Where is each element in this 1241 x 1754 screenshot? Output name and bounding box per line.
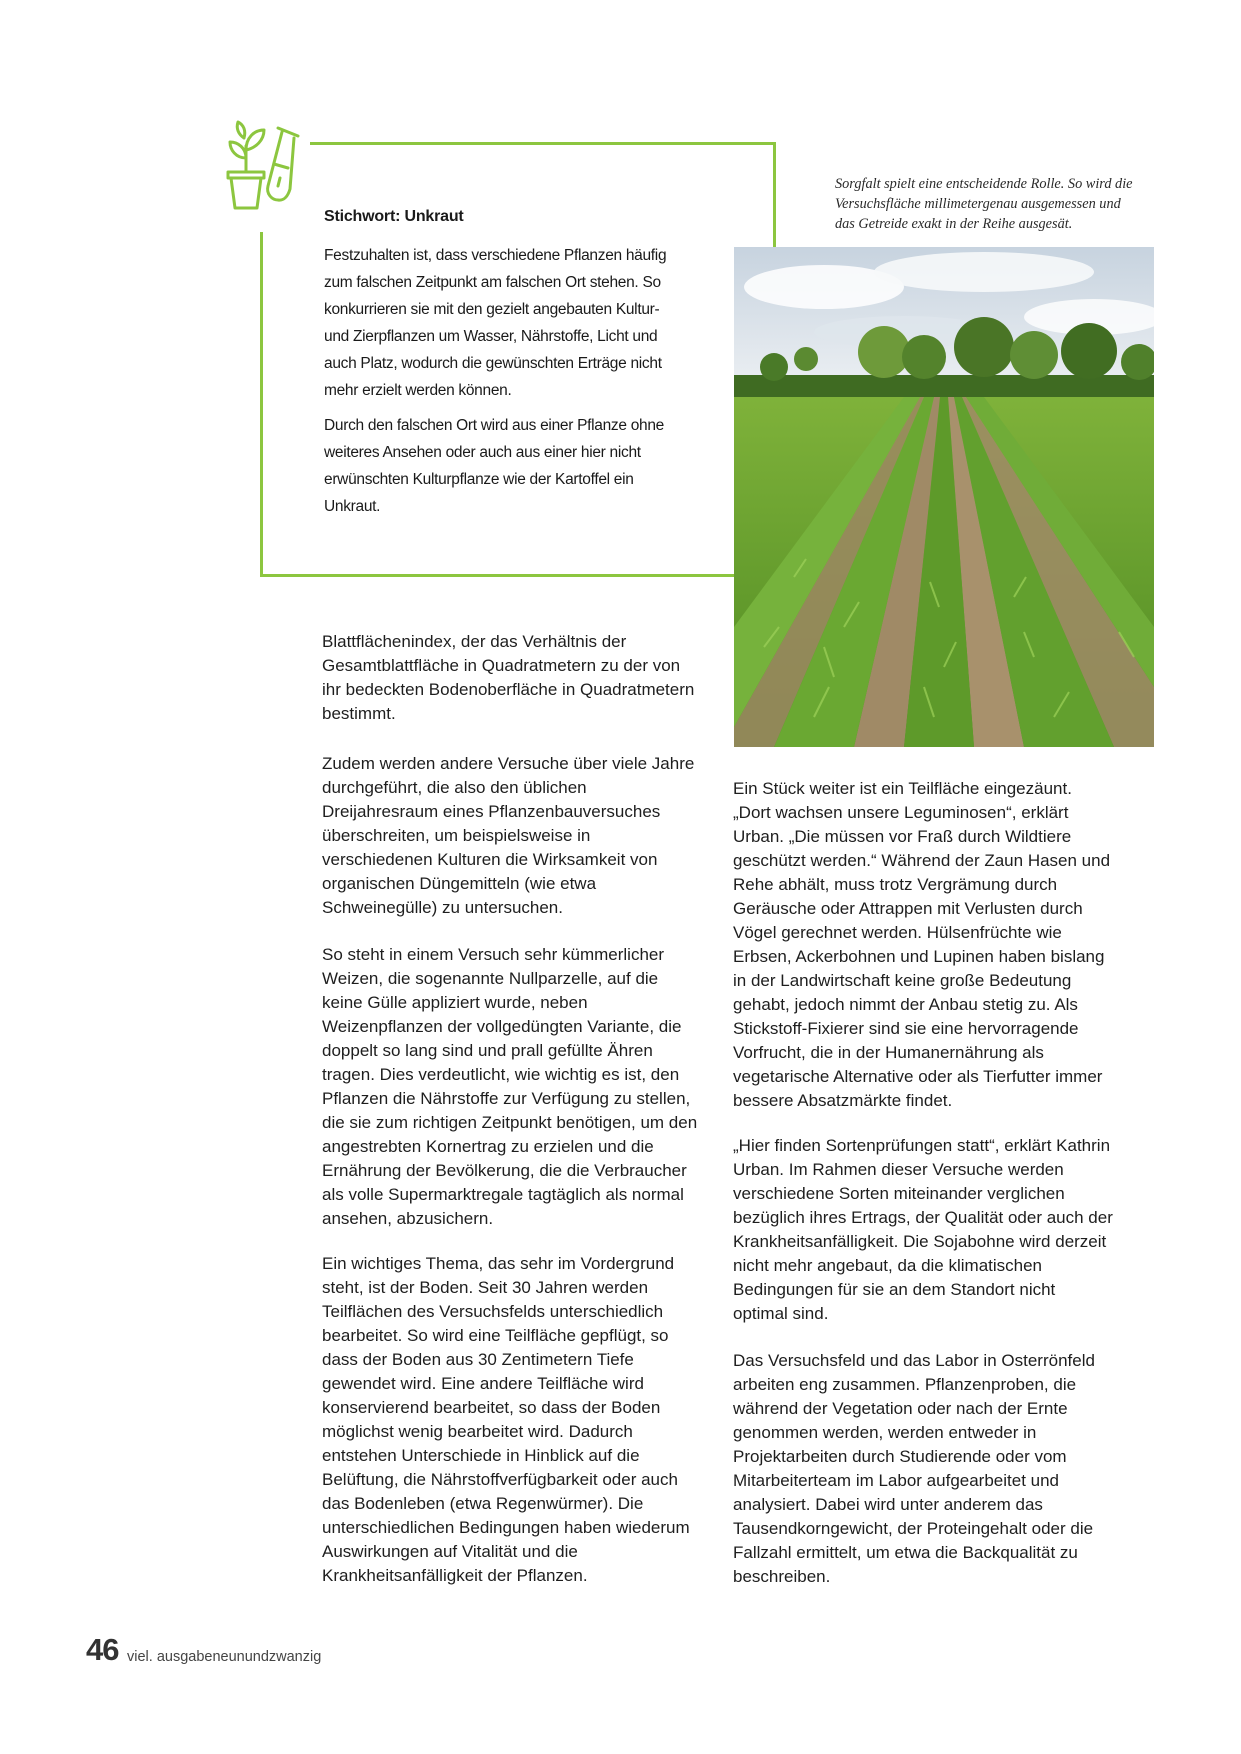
info-box-title: Stichwort: Unkraut xyxy=(324,208,464,225)
info-box-border-top xyxy=(310,142,775,145)
info-box-paragraph: Festzuhalten ist, dass verschiedene Pflanzen häufig zum falschen Zeitpunkt am falschen Ort stehen. So konkurrieren sie mit den gezielt angebauten Kultur- und Zierpflanzen um Wasser, Nährstoffe, Licht und auch Platz, wodurch die gewünschten Erträge nicht mehr erzielt werden können. xyxy=(324,247,667,399)
info-box-border-bottom xyxy=(260,574,734,577)
cornfield-photo xyxy=(734,247,1154,747)
issue-label: viel. ausgabeneunundzwanzig xyxy=(127,1649,322,1665)
body-paragraph: Ein wichtiges Thema, das sehr im Vordergrund steht, ist der Boden. Seit 30 Jahren werden Teilflächen des Versuchsfelds unterschiedlich bearbeitet. So wird eine Teilfläche gepflügt, so dass der Boden aus 30 Zentimetern Tiefe gewendet wird. Eine andere Teilfläche wird konservierend bearbeitet, so dass der Boden möglichst wenig bearbeitet wird. Dadurch entstehen Unterschiede in Hinblick auf die Belüftung, die Nährstoffverfügbarkeit oder auch das Bodenleben (etwa Regenwürmer). Die unterschiedlichen Bedingungen haben wiederum Auswirkungen auf Vitalität und die Krankheitsanfälligkeit der Pflanzen. xyxy=(322,1254,690,1585)
body-paragraph: So steht in einem Versuch sehr kümmerlicher Weizen, die sogenannte Nullparzelle, auf die keine Gülle appliziert wurde, neben Weizenpflanzen der vollgedüngten Variante, die doppelt so lang sind und prall gefüllte Ähren tragen. Dies verdeutlicht, wie wichtig es ist, den Pflanzen die Nährstoffe zur Verfügung zu stellen, die sie zum richtigen Zeitpunkt benötigen, um den angestrebten Kornertrag zu erzielen und die Ernährung der Bevölkerung, die die Verbraucher als volle Supermarktregale tagtäglich als normal ansehen, abzusichern. xyxy=(322,945,698,1228)
body-paragraph: „Hier finden Sortenprüfungen statt“, erklärt Kathrin Urban. Im Rahmen dieser Versuche werden verschiedene Sorten miteinander verglichen bezüglich ihres Ertrags, der Qualität oder auch der Krankheitsanfälligkeit. Die Sojabohne wird derzeit nicht mehr angebaut, da die klimatischen Bedingungen für sie an dem Standort nicht optimal sind. xyxy=(733,1136,1113,1323)
body-paragraph: Blattflächenindex, der das Verhältnis der Gesamtblattfläche in Quadratmetern zu der von ihr bedeckten Bodenoberfläche in Quadratmetern bestimmt. xyxy=(322,632,695,723)
body-paragraph: Das Versuchsfeld und das Labor in Osterrönfeld arbeiten eng zusammen. Pflanzenproben, die während der Vegetation oder nach der Ernte genommen werden, werden entweder in Projektarbeiten durch Studierende oder vom Mitarbeiterteam im Labor aufgearbeitet und analysiert. Dabei wird unter anderem das Tausendkorngewicht, der Proteingehalt oder die Fallzahl ermittelt, um etwa die Backqualität zu beschreiben. xyxy=(733,1351,1095,1586)
info-box-border-left xyxy=(260,232,263,577)
plant-and-test-tube-icon xyxy=(222,116,304,214)
photo-caption: Sorgfalt spielt eine entscheidende Rolle. So wird die Versuchsfläche millimetergenau ausgemessen und das Getreide exakt in der Reihe ausgesät. xyxy=(835,176,1133,232)
body-paragraph: Zudem werden andere Versuche über viele Jahre durchgeführt, die also den üblichen Dreijahresraum eines Pflanzenbauversuches überschreiten, um beispielsweise in verschiedenen Kulturen die Wirksamkeit von organischen Düngemitteln (wie etwa Schweinegülle) zu untersuchen. xyxy=(322,754,695,917)
page-number: 46 xyxy=(86,1632,119,1667)
info-box-border-right xyxy=(773,142,776,247)
body-paragraph: Ein Stück weiter ist ein Teilfläche eingezäunt. „Dort wachsen unsere Leguminosen“, erklärt Urban. „Die müssen vor Fraß durch Wildtiere geschützt werden.“ Während der Zaun Hasen und Rehe abhält, muss trotz Vergrämung durch Geräusche oder Attrappen mit Verlusten durch Vögel gerechnet werden. Hülsenfrüchte wie Erbsen, Ackerbohnen und Lupinen haben bislang in der Landwirtschaft keine große Bedeutung gehabt, jedoch nimmt der Anbau stetig zu. Als Stickstoff-Fixierer sind sie eine hervorragende Vorfrucht, die in der Humanernährung als vegetarische Alternative oder als Tierfutter immer bessere Absatzmärkte findet. xyxy=(733,779,1111,1110)
info-box-paragraph: Durch den falschen Ort wird aus einer Pflanze ohne weiteres Ansehen oder auch aus einer hier nicht erwünschten Kulturpflanze wie der Kartoffel ein Unkraut. xyxy=(324,417,664,515)
